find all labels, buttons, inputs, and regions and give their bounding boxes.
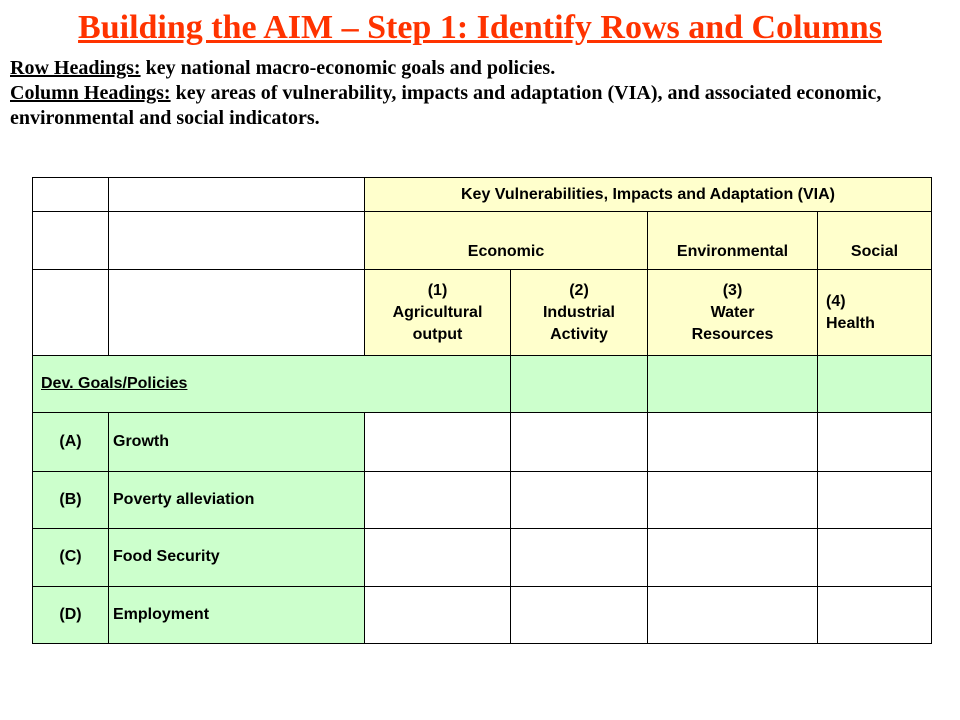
indicator-number: (4): [826, 292, 846, 310]
matrix-cell: [818, 413, 932, 471]
goals-cell: [648, 356, 818, 413]
corner-cell: [33, 178, 109, 212]
slide-title: Building the AIM – Step 1: Identify Rows and Columns: [78, 9, 882, 46]
goals-cell: [818, 356, 932, 413]
row-headings-label: Row Headings:: [10, 57, 141, 79]
indicator-label: output: [412, 325, 463, 343]
indicator-number: (2): [569, 281, 589, 299]
matrix-cell: [365, 586, 511, 643]
indicator-water-resources: [648, 270, 818, 356]
matrix-cell: [648, 413, 818, 471]
goal-row-employment: [33, 586, 932, 643]
area-social: Social: [818, 212, 932, 270]
indicator-label: Industrial: [542, 303, 615, 321]
corner-cell: [33, 270, 109, 356]
goals-header-row: [33, 356, 932, 413]
indicator-label: Activity: [550, 325, 608, 343]
corner-cell: [109, 212, 365, 270]
matrix-cell: [648, 528, 818, 586]
indicator-number: (3): [722, 281, 743, 299]
goals-header: [33, 356, 511, 413]
indicator-agricultural-output: [365, 270, 511, 356]
slide-intro: [10, 56, 950, 131]
goal-row-food-security: [33, 528, 932, 586]
matrix-cell: [511, 528, 648, 586]
via-header: Key Vulnerabilities, Impacts and Adaptation (VIA): [365, 178, 932, 212]
column-headings-label: Column Headings:: [10, 82, 171, 104]
matrix-cell: [648, 471, 818, 528]
matrix-cell: [511, 586, 648, 643]
matrix-cell: [818, 471, 932, 528]
indicator-number: (1): [427, 281, 448, 299]
goals-cell: [511, 356, 648, 413]
matrix-cell: [818, 586, 932, 643]
indicator-label: Health: [826, 314, 875, 332]
row-code: (D): [33, 586, 109, 643]
indicator-label: Water: [710, 303, 755, 321]
indicator-label: Agricultural: [392, 303, 483, 321]
corner-cell: [109, 178, 365, 212]
matrix-cell: [365, 471, 511, 528]
row-code: (C): [33, 528, 109, 586]
goal-row-poverty-alleviation: [33, 471, 932, 528]
indicator-industrial-activity: [511, 270, 648, 356]
indicator-health: [818, 270, 932, 356]
corner-cell: [109, 270, 365, 356]
row-label: Poverty alleviation: [109, 471, 365, 528]
matrix-cell: [511, 471, 648, 528]
row-label: Employment: [109, 586, 365, 643]
row-label: Growth: [109, 413, 365, 471]
row-code: (B): [33, 471, 109, 528]
aim-matrix-table: [32, 177, 932, 644]
goal-row-growth: [33, 413, 932, 471]
area-economic: Economic: [365, 212, 648, 270]
matrix-cell: [648, 586, 818, 643]
area-environmental: Environmental: [648, 212, 818, 270]
indicator-label: Resources: [691, 325, 774, 343]
matrix-cell: [365, 413, 511, 471]
matrix-cell: [818, 528, 932, 586]
column-headings-text: key areas of vulnerability, impacts and adaptation (VIA), and associated economic, environmental and social indicators.: [10, 82, 882, 129]
row-headings-text: key national macro-economic goals and policies.: [140, 57, 556, 79]
row-code: (A): [33, 413, 109, 471]
via-header-row: [33, 178, 932, 212]
matrix-cell: [511, 413, 648, 471]
goals-header-label: Dev. Goals/Policies: [41, 375, 188, 393]
areas-row: [33, 212, 932, 270]
row-label: Food Security: [109, 528, 365, 586]
matrix-cell: [365, 528, 511, 586]
indicators-row: [33, 270, 932, 356]
corner-cell: [33, 212, 109, 270]
